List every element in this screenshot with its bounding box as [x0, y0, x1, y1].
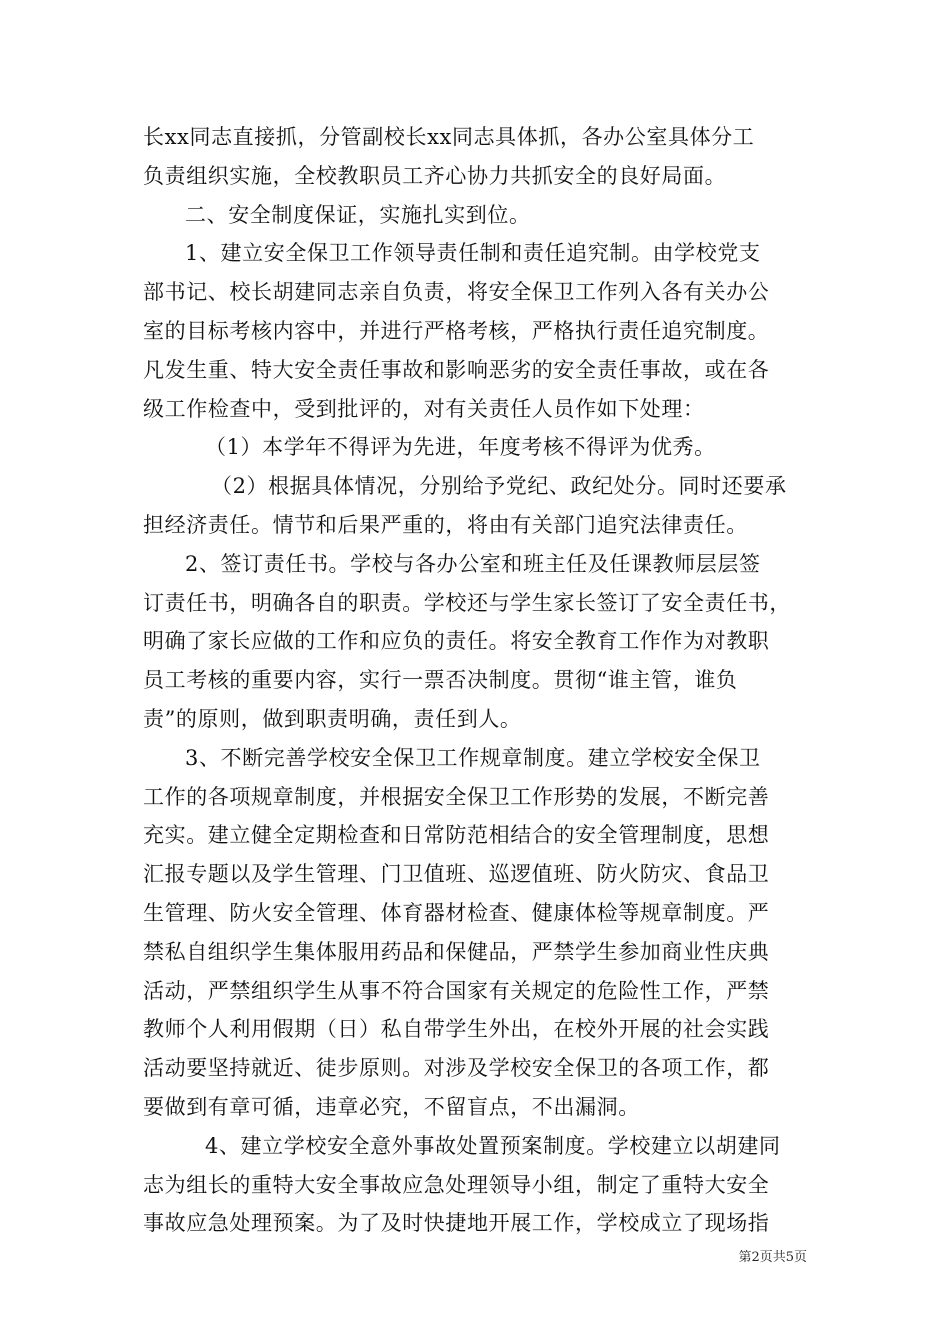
list-item: （1）本学年不得评为先进，年度考核不得评为优秀。: [205, 435, 716, 460]
text-line: 活动要坚持就近、徒步原则。对涉及学校安全保卫的各项工作，都: [143, 1056, 770, 1081]
text-line: 志为组长的重特大安全事故应急处理领导小组，制定了重特大安全: [143, 1172, 770, 1197]
section-heading: 二、安全制度保证，实施扎实到位。: [185, 202, 531, 227]
text-line: 室的目标考核内容中，并进行严格考核，严格执行责任追究制度。: [143, 318, 770, 343]
text-line: 长xx同志直接抓，分管副校长xx同志具体抓，各办公室具体分工: [143, 125, 755, 149]
list-item: （2）根据具体情况，分别给予党纪、政纪处分。同时还要承: [211, 474, 787, 499]
text-line: 明确了家长应做的工作和应负的责任。将安全教育工作作为对教职: [143, 629, 770, 654]
text-line: 禁私自组织学生集体服用药品和保健品，严禁学生参加商业性庆典: [143, 939, 770, 964]
text-line: 要做到有章可循，违章必究，不留盲点，不出漏洞。: [143, 1094, 640, 1119]
text-line: 事故应急处理预案。为了及时快捷地开展工作，学校成立了现场指: [143, 1211, 770, 1236]
text-line: 4、建立学校安全意外事故处置预案制度。学校建立以胡建同: [205, 1133, 781, 1158]
text-line: 部书记、校长胡建同志亲自负责，将安全保卫工作列入各有关办公: [143, 280, 770, 305]
text-line: 负责组织实施，全校教职员工齐心协力共抓安全的良好局面。: [143, 163, 727, 188]
text-line: 3、不断完善学校安全保卫工作规章制度。建立学校安全保卫: [185, 745, 761, 770]
text-line: 汇报专题以及学生管理、门卫值班、巡逻值班、防火防灾、食品卫: [143, 862, 770, 887]
text-line: 2、签订责任书。学校与各办公室和班主任及任课教师层层签: [185, 551, 761, 576]
text-line: 教师个人利用假期（日）私自带学生外出，在校外开展的社会实践: [143, 1017, 770, 1042]
text-line: 级工作检查中，受到批评的，对有关责任人员作如下处理：: [143, 396, 705, 421]
text-line: 担经济责任。情节和后果严重的，将由有关部门追究法律责任。: [143, 512, 748, 537]
text-line: 责”的原则，做到职责明确，责任到人。: [143, 706, 522, 731]
page-number: 第2页共5页: [738, 1250, 807, 1265]
text-line: 活动，严禁组织学生从事不符合国家有关规定的危险性工作，严禁: [143, 978, 770, 1003]
text-line: 充实。建立健全定期检查和日常防范相结合的安全管理制度，思想: [143, 823, 770, 848]
text-line: 生管理、防火安全管理、体育器材检查、健康体检等规章制度。严: [143, 900, 770, 925]
text-line: 员工考核的重要内容，实行一票否决制度。贯彻“谁主管，谁负: [143, 668, 738, 693]
text-line: 1、建立安全保卫工作领导责任制和责任追究制。由学校党支: [185, 241, 761, 266]
text-line: 订责任书，明确各自的职责。学校还与学生家长签订了安全责任书，: [143, 590, 791, 615]
document-body: [143, 118, 811, 1243]
text-line: 凡发生重、特大安全责任事故和影响恶劣的安全责任事故，或在各: [143, 357, 770, 382]
text-line: 工作的各项规章制度，并根据安全保卫工作形势的发展，不断完善: [143, 784, 770, 809]
